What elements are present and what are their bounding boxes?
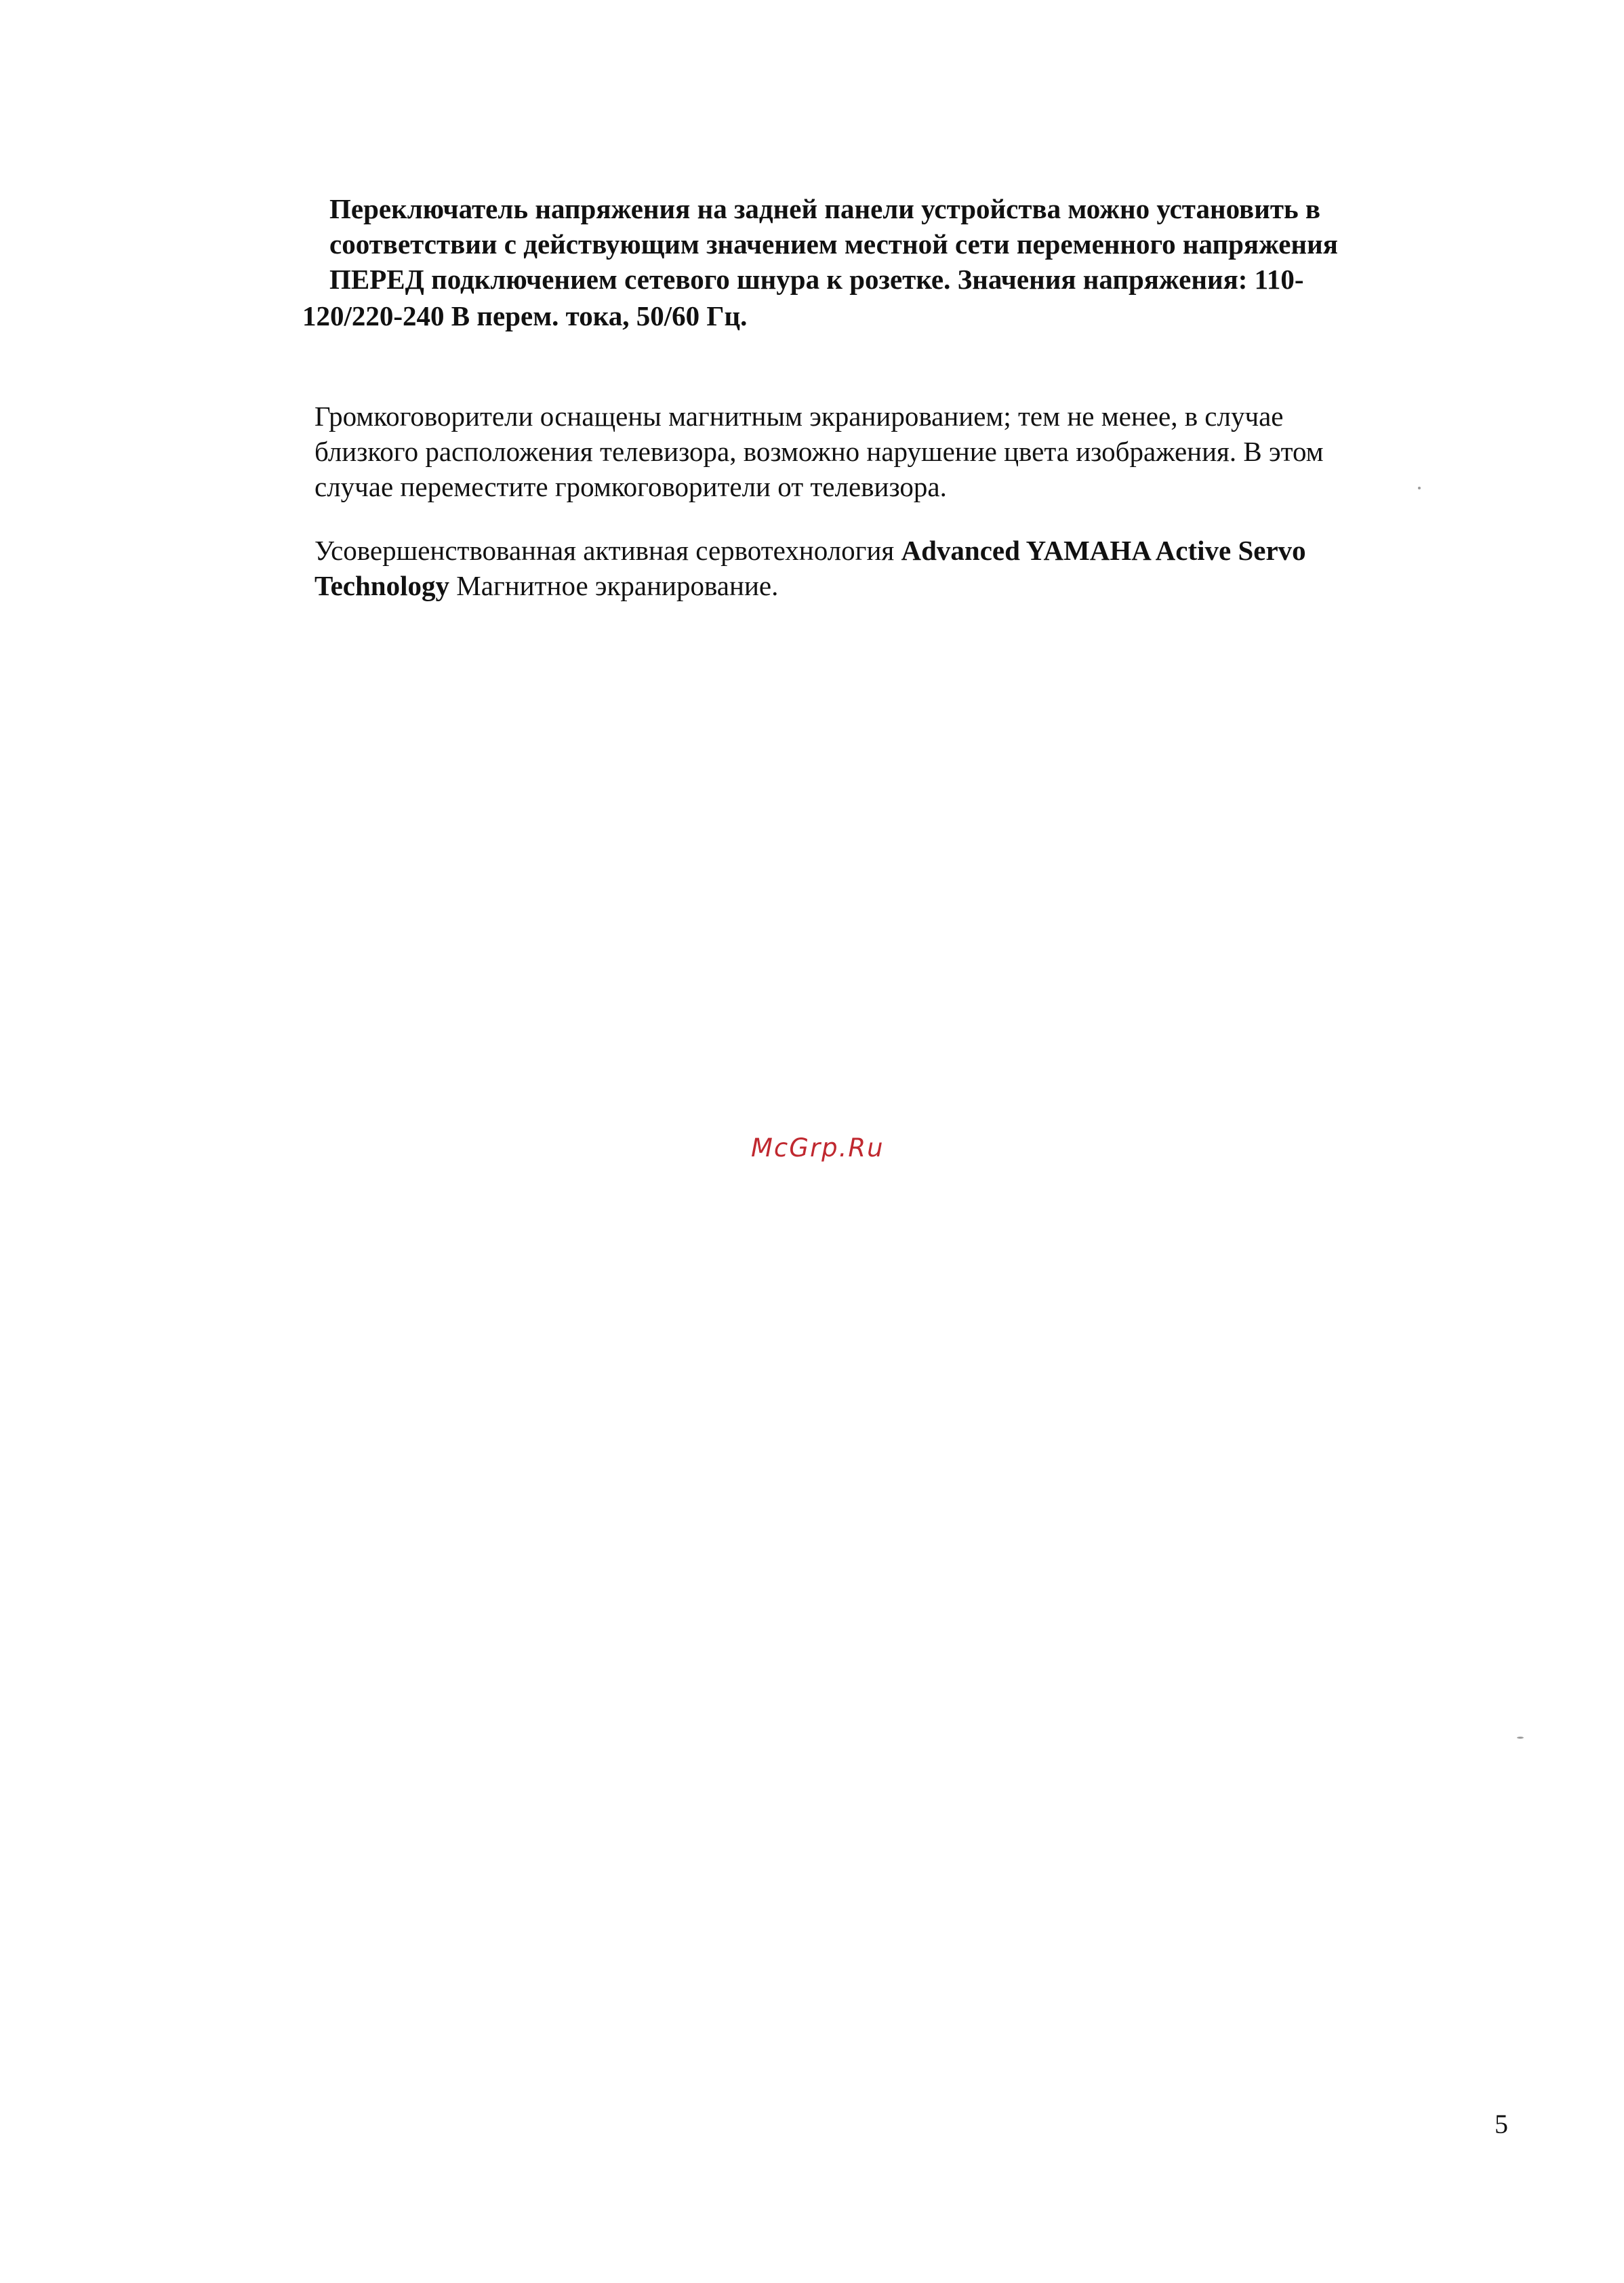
shielding-line-3: случае переместите громкоговорители от телевизора. xyxy=(314,471,947,502)
technology-suffix: Магнитное экранирование. xyxy=(449,570,779,601)
technology-line-2 xyxy=(314,568,778,603)
warning-line-3: ПЕРЕД подключением сетевого шнура к розетке. Значения напряжения: 110- xyxy=(329,264,1304,295)
scan-speck xyxy=(1418,487,1421,489)
watermark: McGrp.Ru xyxy=(751,1133,885,1163)
shielding-line-1: Громкоговорители оснащены магнитным экранированием; тем не менее, в случае xyxy=(314,401,1284,432)
shielding-line-2: близкого расположения телевизора, возможно нарушение цвета изображения. В этом xyxy=(314,436,1324,467)
technology-name-part-1: Advanced YAMAHA Active Servo xyxy=(901,535,1306,566)
technology-name-part-2: Technology xyxy=(314,570,449,601)
warning-line-4: 120/220-240 В перем. тока, 50/60 Гц. xyxy=(302,300,748,331)
scan-speck xyxy=(1517,1737,1524,1739)
warning-line-2: соответствии с действующим значением местной сети переменного напряжения xyxy=(329,228,1338,260)
warning-line-1: Переключатель напряжения на задней панели устройства можно установить в xyxy=(329,193,1321,224)
technology-prefix: Усовершенствованная активная сервотехнология xyxy=(314,535,901,566)
page-number: 5 xyxy=(1495,2109,1508,2139)
technology-line-1 xyxy=(314,533,1306,568)
